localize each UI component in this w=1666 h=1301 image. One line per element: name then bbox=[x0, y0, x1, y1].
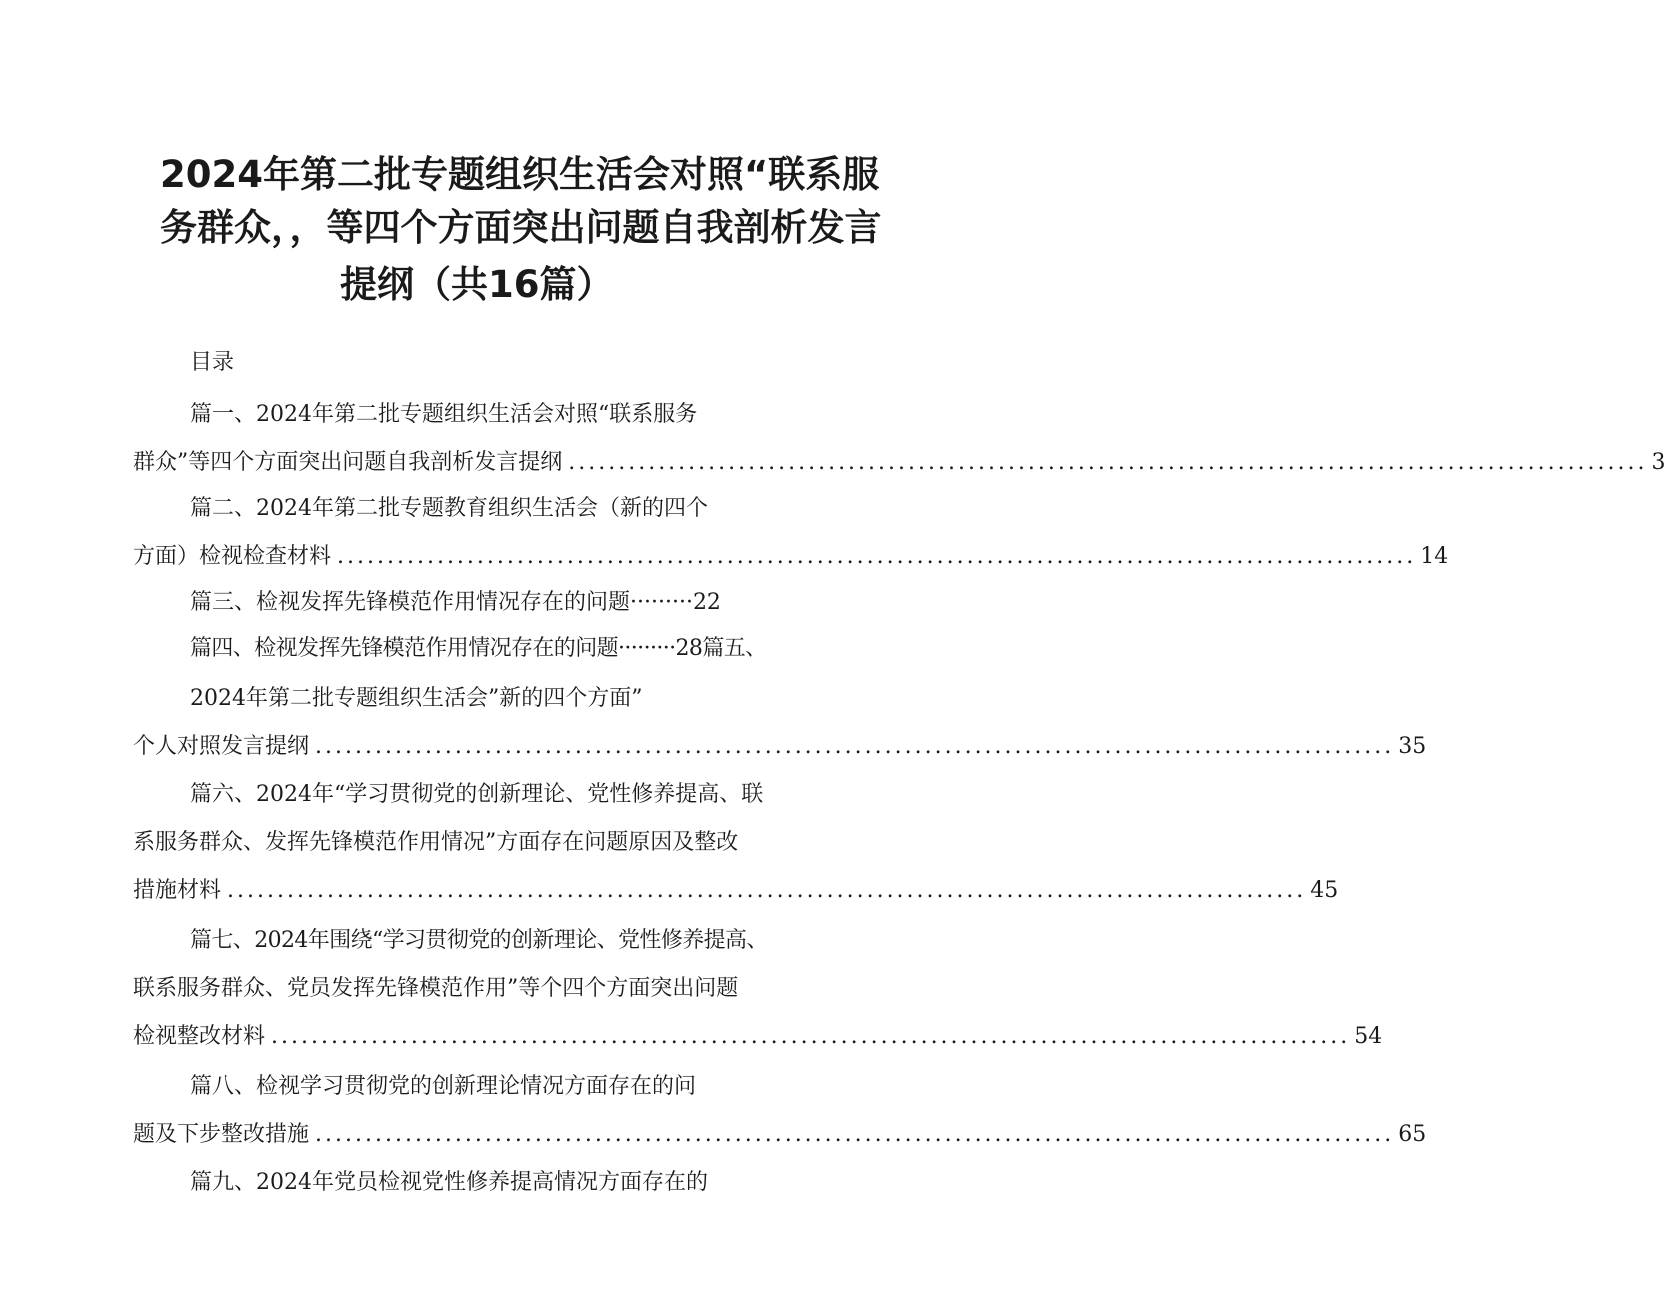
toc-entry-7-page: 65 bbox=[1398, 1122, 1427, 1147]
toc-entry-2-line-2[interactable] bbox=[133, 542, 1449, 572]
toc-entry-6-page: 54 bbox=[1354, 1024, 1383, 1049]
document-title-line-1: 2024年第二批专题组织生活会对照“联系服 bbox=[160, 153, 880, 196]
toc-entry-5-line-2: 系服务群众、发挥先锋模范作用情况”方面存在问题原因及整改 bbox=[133, 830, 739, 855]
toc-entry-4-text: 个人对照发言提纲 bbox=[133, 734, 310, 759]
toc-entry-4-line-1[interactable]: 篇四、检视发挥先锋模范作用情况存在的问题·········28篇五、 bbox=[190, 636, 767, 661]
toc-entry-6-line-3[interactable] bbox=[133, 1022, 1383, 1052]
toc-entry-1-text: 群众”等四个方面突出问题自我剖析发言提纲 bbox=[133, 450, 563, 475]
toc-entry-1-line-1: 篇一、2024年第二批专题组织生活会对照“联系服务 bbox=[190, 402, 698, 427]
toc-entry-6-line-2: 联系服务群众、党员发挥先锋模范作用”等个四个方面突出问题 bbox=[133, 976, 739, 1001]
toc-entry-6-text: 检视整改材料 bbox=[133, 1024, 266, 1049]
toc-leader-dots: ............................................................................................................ bbox=[568, 450, 1648, 475]
toc-entry-5-text: 措施材料 bbox=[133, 878, 222, 903]
toc-leader-dots: ............................................................................................................ bbox=[315, 734, 1395, 759]
toc-entry-4-line-2: 2024年第二批专题组织生活会”新的四个方面” bbox=[190, 686, 643, 711]
toc-entry-2-page: 14 bbox=[1420, 544, 1449, 569]
toc-entry-3-line-1[interactable]: 篇三、检视发挥先锋模范作用情况存在的问题·········22 bbox=[190, 590, 721, 615]
toc-leader-dots: ............................................................................................................ bbox=[337, 544, 1417, 569]
toc-entry-7-line-1: 篇八、检视学习贯彻党的创新理论情况方面存在的问 bbox=[190, 1074, 697, 1099]
toc-entry-2-line-1: 篇二、2024年第二批专题教育组织生活会（新的四个 bbox=[190, 496, 708, 521]
toc-entry-6-line-1: 篇七、2024年围绕“学习贯彻党的创新理论、党性修养提高、 bbox=[190, 928, 768, 953]
toc-heading: 目录 bbox=[190, 350, 235, 375]
toc-entry-5-page: 45 bbox=[1310, 878, 1339, 903]
toc-entry-2-text: 方面）检视检查材料 bbox=[133, 544, 332, 569]
document-title-line-2: 务群众，，等四个方面突出问题自我剖析发言 bbox=[160, 206, 882, 249]
toc-leader-dots: ............................................................................................................ bbox=[315, 1122, 1395, 1147]
toc-entry-7-line-2[interactable] bbox=[133, 1120, 1427, 1150]
document-title-line-3: 提纲（共16篇） bbox=[340, 263, 614, 306]
toc-entry-1-page: 3 bbox=[1651, 450, 1666, 475]
toc-entry-7-text: 题及下步整改措施 bbox=[133, 1122, 310, 1147]
toc-leader-dots: ............................................................................................................ bbox=[271, 1024, 1351, 1049]
toc-entry-8-line-1[interactable]: 篇九、2024年党员检视党性修养提高情况方面存在的 bbox=[190, 1170, 708, 1195]
toc-entry-5-line-3[interactable] bbox=[133, 876, 1339, 906]
toc-leader-dots: ............................................................................................................ bbox=[227, 878, 1307, 903]
toc-entry-4-page: 35 bbox=[1398, 734, 1427, 759]
toc-entry-5-line-1: 篇六、2024年“学习贯彻党的创新理论、党性修养提高、联 bbox=[190, 782, 764, 807]
toc-entry-4-line-3[interactable] bbox=[133, 732, 1427, 762]
toc-entry-1-line-2[interactable] bbox=[133, 448, 1666, 478]
